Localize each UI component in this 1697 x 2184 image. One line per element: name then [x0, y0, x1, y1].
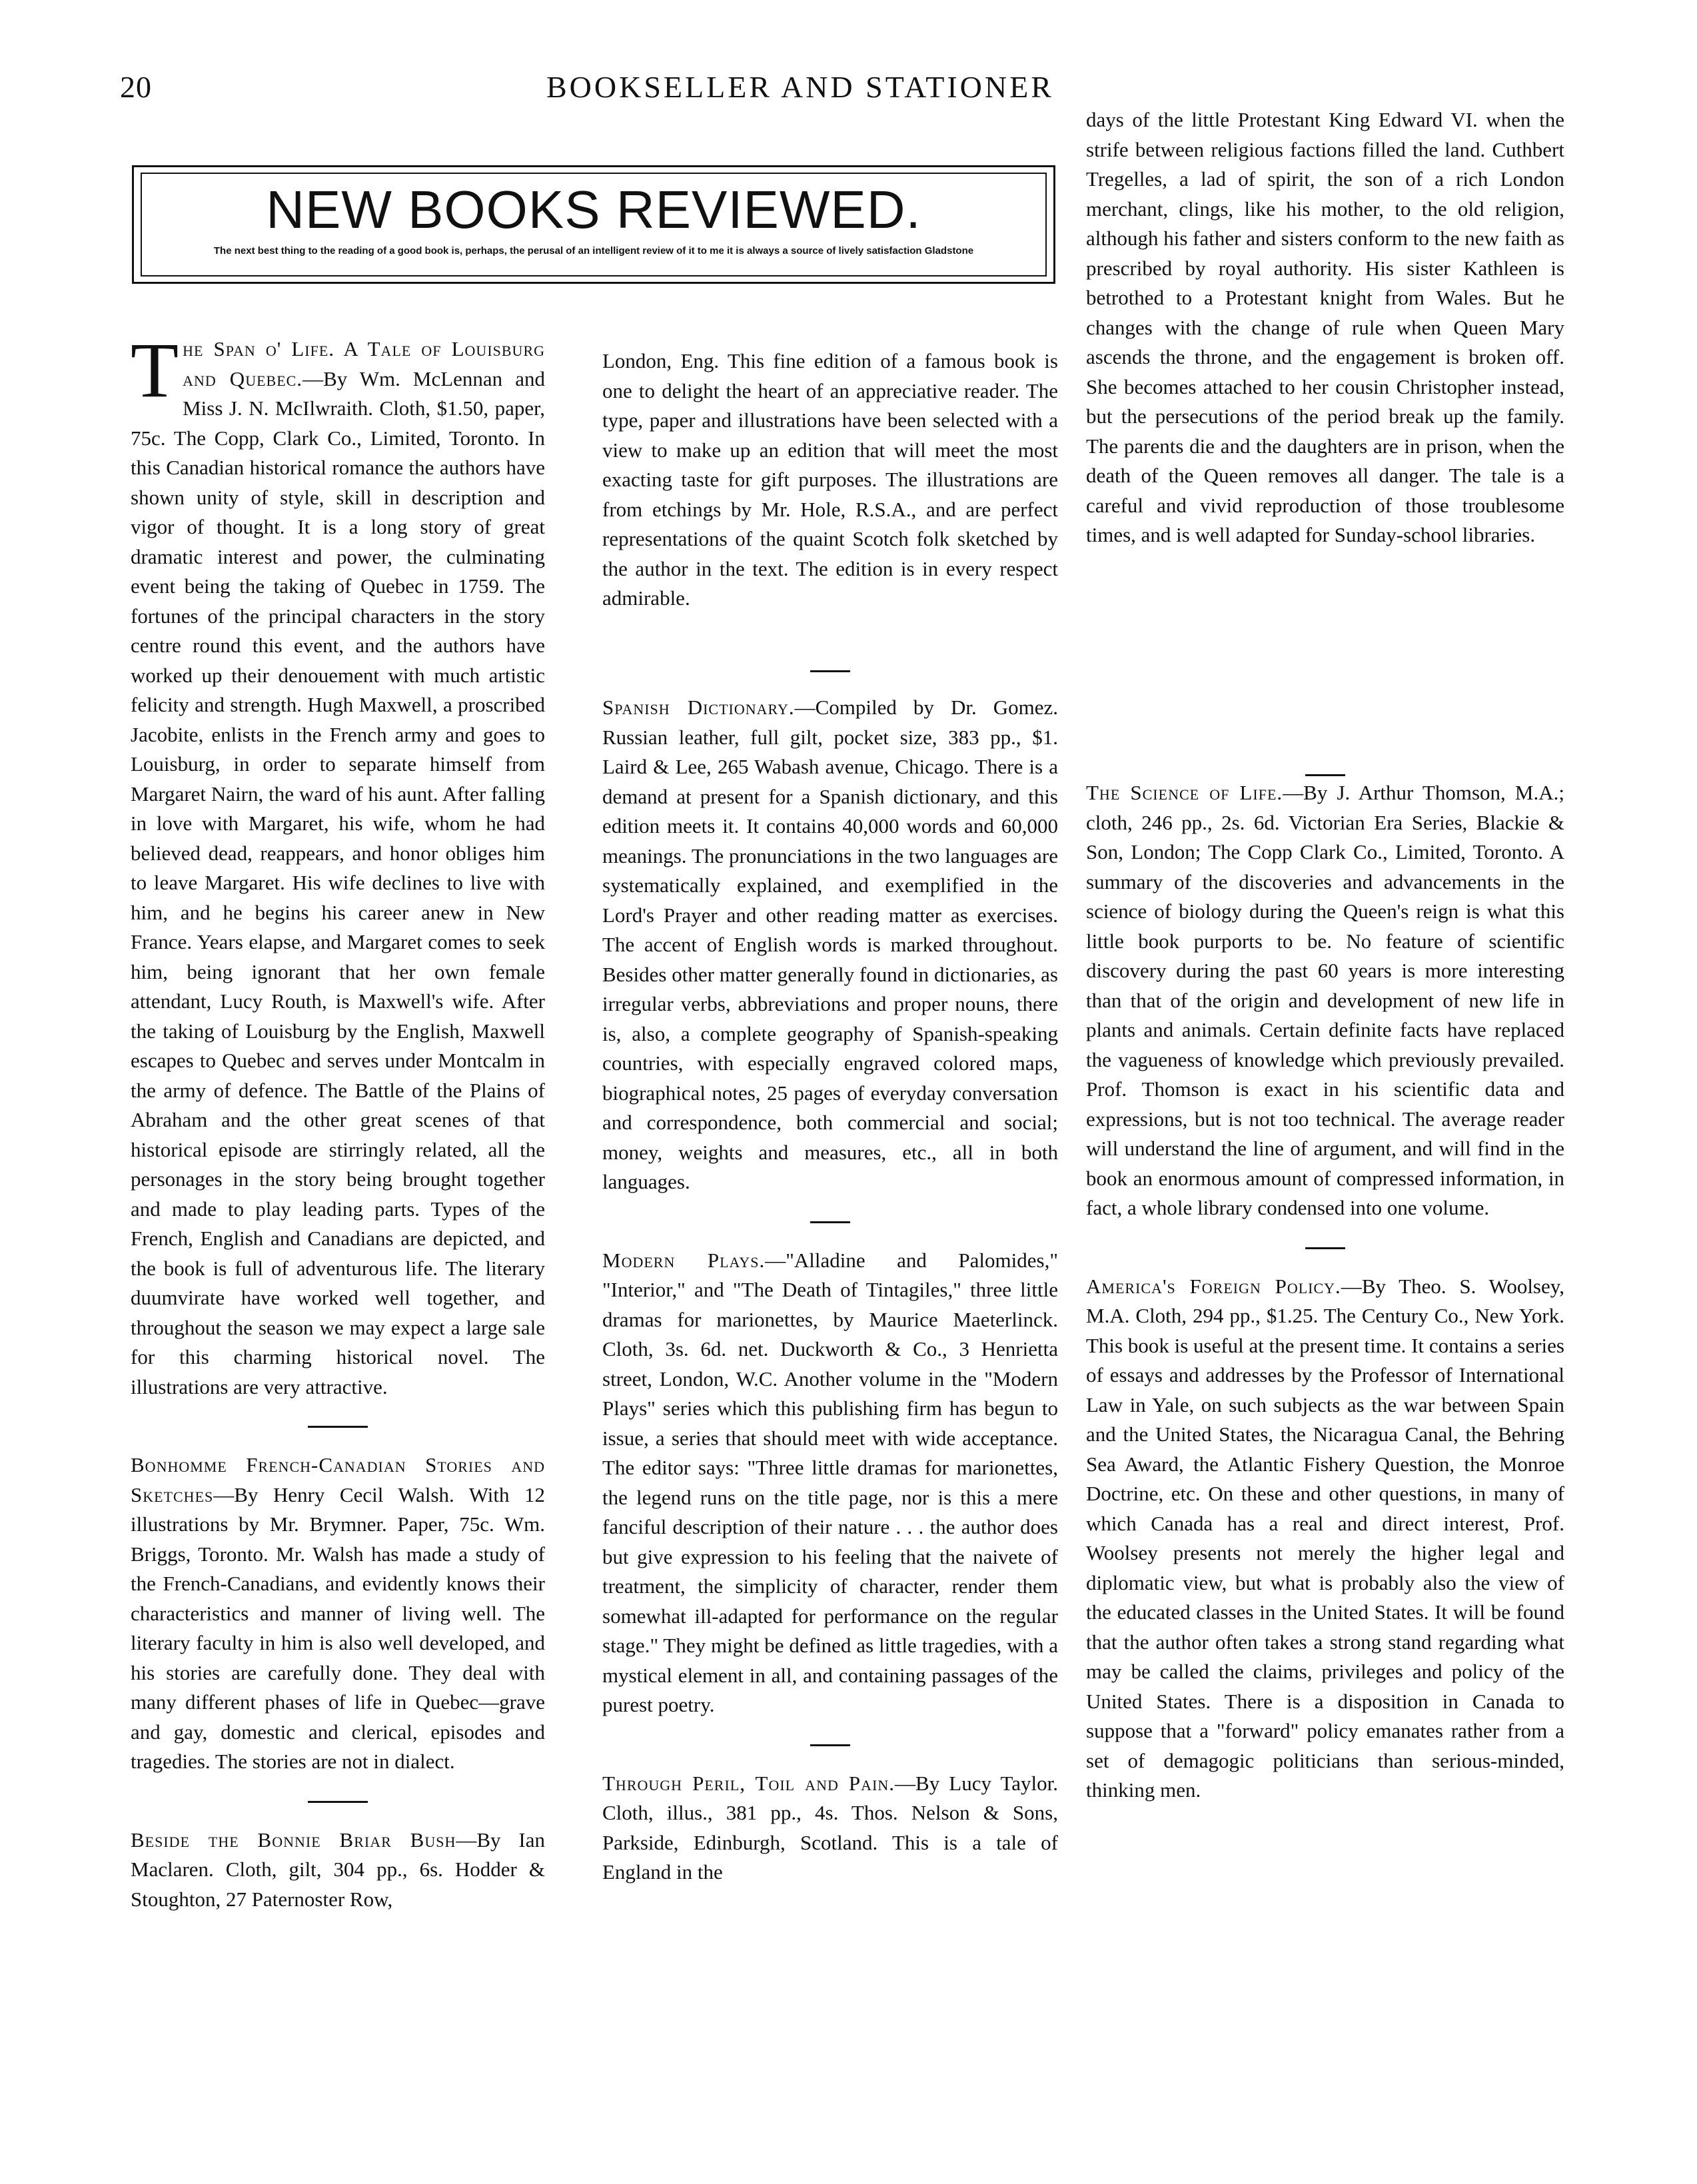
review-body: —By Henry Cecil Walsh. With 12 illustrations by Mr. Brymner. Paper, 75c. Wm. Briggs, Toronto. Mr. Walsh has made a study of the French-Canadians, and evidently knows their characteristics and manner of living well. The literary faculty in him is also well developed, and his stories are carefully done. They deal with many different phases of life in Quebec—grave and gay, domestic and clerical, episodes and tragedies. The stories are not in dialect. — [131, 1482, 545, 1773]
review-heading: Spanish Dictionary. — [602, 696, 795, 719]
divider-rule — [1305, 774, 1345, 776]
review-heading: The Science of Life. — [1086, 781, 1283, 804]
review-paragraph — [1086, 1272, 1564, 1806]
review-modern-plays — [602, 1246, 1058, 1720]
review-paragraph — [602, 693, 1058, 1197]
review-americas-foreign-policy — [1086, 1272, 1564, 1806]
review-body: —Compiled by Dr. Gomez. Russian leather, full gilt, pocket size, 383 pp., $1. Laird & Lee, 265 Wabash avenue, Chicago. There is a demand at present for a Spanish dictionary, and this edition meets it. It contains 40,000 words and 60,000 meanings. The pronunciations in the two languages are systematically explained, and exemplified in the Lord's Prayer and other reading matter as exercises. The accent of English words is marked throughout. Besides other matter generally found in dictionaries, as irregular verbs, abbreviations and proper nouns, there is, also, a complete geography of Spanish-speaking countries, with especially engraved colored maps, biographical notes, 25 pages of everyday conversation and correspondence, both commercial and social; money, weights and measures, etc., all in both languages. — [602, 696, 1058, 1193]
drop-cap: T — [131, 326, 179, 414]
review-paragraph — [131, 1450, 545, 1777]
review-paragraph — [1086, 778, 1564, 1223]
divider-rule — [308, 1426, 368, 1428]
review-heading: he Span o' Life. A Tale of Louisburg and Quebec. — [183, 337, 545, 390]
review-spanish-dictionary — [602, 693, 1058, 1197]
page-number: 20 — [120, 70, 152, 104]
review-through-peril — [602, 1769, 1058, 1888]
review-heading: America's Foreign Policy. — [1086, 1274, 1341, 1298]
running-head: BOOKSELLER AND STATIONER — [546, 70, 1054, 104]
column-3 — [1086, 105, 1564, 1806]
section-title: NEW BOOKS REVIEWED. — [266, 180, 921, 239]
review-body: —By Wm. McLennan and Miss J. N. McIlwraith. Cloth, $1.50, paper, 75c. The Copp, Clark Co., Limited, Toronto. In this Canadian historical romance the authors have shown unity of style, skill in description and vigor of thought. It is a long story of great dramatic interest and power, the culminating event being the taking of Quebec in 1759. The fortunes of the principal characters in the story centre round this event, and the authors have worked up their denouement with much artistic felicity and strength. Hugh Maxwell, a proscribed Jacobite, enlists in the French army and goes to Louisburg, in order to separate himself from Margaret Nairn, the ward of his aunt. After falling in love with Margaret, his wife, whom he had believed dead, reappears, and honor obliges him to leave Margaret. His wife declines to live with him, and he begins his career anew in New France. Years elapse, and Margaret comes to seek him, being ignorant that her own female attendant, Lucy Routh, is Maxwell's wife. After the taking of Louisburg by the English, Maxwell escapes to Quebec and serves under Montcalm in the army of defence. The Battle of the Plains of Abraham and the other great scenes of that historical episode are stirringly related, all the personages in the story being brought together and made to play leading parts. Types of the French, English and Canadians are depicted, and the book is full of adventurous life. The literary duumvirate have worked well together, and throughout the season we may expect a large sale for this charming historical novel. The illustrations are very attractive. — [131, 366, 545, 1398]
review-heading: Through Peril, Toil and Pain. — [602, 1771, 895, 1795]
divider-rule — [810, 1221, 850, 1223]
review-body: —By Lucy Taylor. Cloth, illus., 381 pp., 4s. Thos. Nelson & Sons, Parkside, Edinburgh, Scotland. This is a tale of England in the — [602, 1771, 1058, 1884]
section-header-box — [132, 165, 1055, 284]
review-continuation: London, Eng. This fine edition of a famous book is one to delight the heart of an appreciative reader. The type, paper and illustrations have been selected with a view to make up an edition that will meet the most exacting taste for gift purposes. The illustrations are from etchings by Mr. Hole, R.S.A., and are perfect representations of the quaint Scotch folk sketched by the author in the text. The edition is in every respect admirable. — [602, 349, 1058, 610]
divider-rule — [810, 1744, 850, 1746]
column-2 — [602, 346, 1058, 1888]
review-heading: Beside the Bonnie Briar Bush — [131, 1828, 456, 1852]
divider-rule — [1305, 1247, 1345, 1249]
column-1 — [131, 326, 545, 1914]
review-continuation: days of the little Protestant King Edward VI. when the strife between religious factions filled the land. Cuthbert Tregelles, a lad of spirit, the son of a rich London merchant, clings, like his mother, to the old religion, although his father and sisters conform to the new faith as prescribed by royal authority. His sister Kathleen is betrothed to a Protestant knight from Wales. But he changes with the change of rule when Queen Mary ascends the throne, and the engagement is broken off. She becomes attached to her cousin Christopher instead, but the persecutions of the period break up the family. The parents die and the daughters are in prison, when the death of the Queen removes all danger. The tale is a careful and vivid reproduction of those troublesome times, and is well adapted for Sunday-school libraries. — [1086, 108, 1564, 546]
review-bonnie-briar-bush — [131, 1826, 545, 1915]
review-span-o-life — [131, 326, 545, 1402]
review-body: —By Ian Maclaren. Cloth, gilt, 304 pp., 6s. Hodder & Stoughton, 27 Paternoster Row, — [131, 1828, 545, 1911]
review-paragraph — [131, 1826, 545, 1915]
divider-rule — [810, 670, 850, 672]
review-heading: Modern Plays. — [602, 1248, 766, 1272]
review-bonhomme — [131, 1450, 545, 1777]
review-paragraph — [602, 1769, 1058, 1888]
review-body: —"Alladine and Palomides," "Interior," and "The Death of Tintagiles," three little dramas for marionettes, by Maurice Maeterlinck. Cloth, 3s. 6d. net. Duckworth & Co., 3 Henrietta street, London, W.C. Another volume in the "Modern Plays" series which this publishing firm has begun to issue, a series that should meet with wide acceptance. The editor says: "Three little dramas for marionettes, the legend runs on the title page, nor is this a mere fanciful description of their nature . . . the author does but give expression to his feeling that the naivete of treatment, the simplicity of character, render them somewhat ill-adapted for performance on the regular stage." They might be defined as little tragedies, with a mystical element in all, and containing passages of the purest poetry. — [602, 1248, 1058, 1716]
review-science-of-life — [1086, 778, 1564, 1223]
review-body: —By J. Arthur Thomson, M.A.; cloth, 246 pp., 2s. 6d. Victorian Era Series, Blackie & Son, London; The Copp Clark Co., Limited, Toronto. A summary of the discoveries and advancements in the science of biology during the Queen's reign is what this little book purports to be. No feature of scientific discovery during the past 60 years is more interesting than that of the origin and development of new life in plants and animals. Certain definite facts have replaced the vagueness of knowledge which previously prevailed. Prof. Thomson is exact in his scientific data and expressions, but is not too technical. The average reader will understand the line of argument, and will find in the book an enormous amount of compressed information, in fact, a whole library condensed into one volume. — [1086, 781, 1564, 1219]
review-paragraph — [602, 1246, 1058, 1720]
review-heading: Bonhomme French-Canadian Stories and Sketches — [131, 1453, 545, 1506]
review-body: —By Theo. S. Woolsey, M.A. Cloth, 294 pp., $1.25. The Century Co., New York. This book is useful at the present time. It contains a series of essays and addresses by the Professor of International Law in Yale, on such subjects as the war between Spain and the United States, the Nicaragua Canal, the Behring Sea Award, the Atlantic Fishery Question, the Monroe Doctrine, etc. On these and other questions, in many of which Canada has a real and direct interest, Prof. Woolsey presents not merely the higher legal and diplomatic view, but what is probably also the view of the educated classes in the United States. It will be found that the author often takes a strong stand regarding what may be called the claims, privileges and policy of the United States. There is a disposition in Canada to suppose that a "forward" policy emanates rather from a set of demagogic politicians than serious-minded, thinking men. — [1086, 1274, 1564, 1802]
divider-rule — [308, 1801, 368, 1803]
review-paragraph — [131, 326, 545, 1402]
section-epigraph: The next best thing to the reading of a good book is, perhaps, the perusal of an intelligent review of it to me it is always a source of lively satisfaction Gladstone — [213, 245, 974, 257]
